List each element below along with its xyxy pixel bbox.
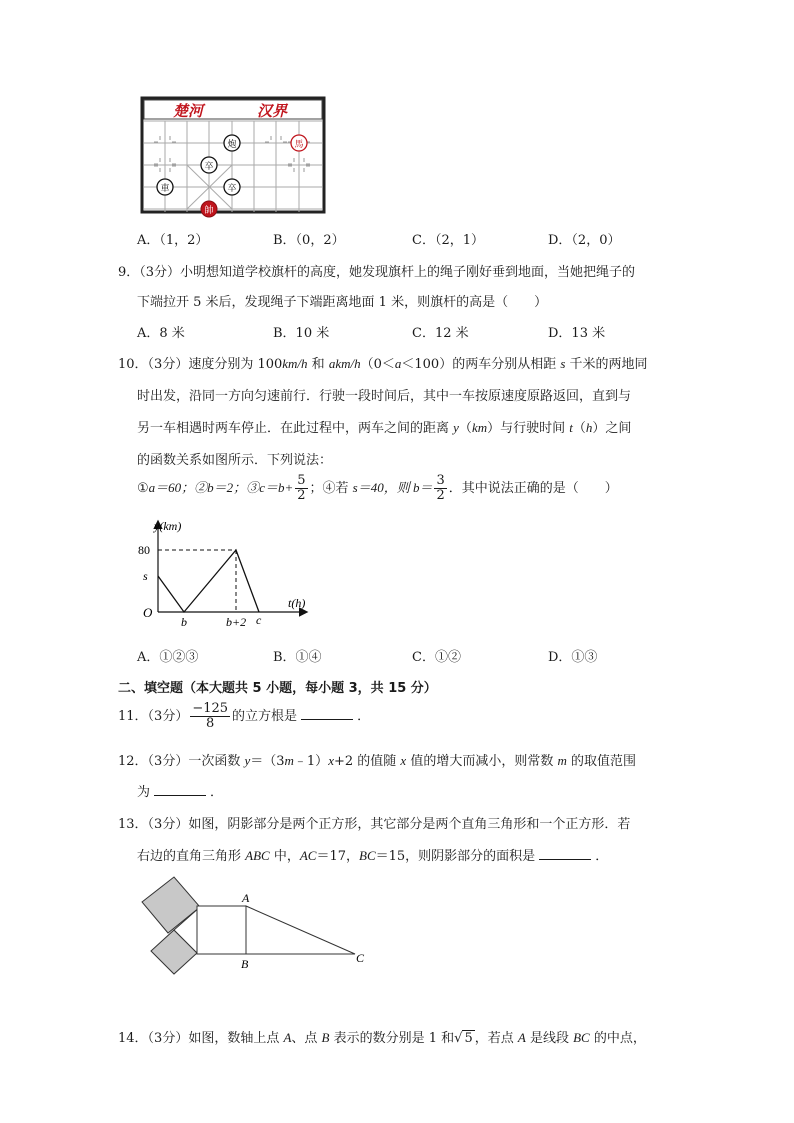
piece-zu-upper <box>201 157 217 173</box>
fraction-5-2: $\frac{5}{2}$ <box>297 473 306 503</box>
figure-label-B: B <box>241 957 249 971</box>
q8-option-a: A．（1，2） <box>137 233 209 248</box>
q9-option-b: B．10 米 <box>273 326 330 341</box>
board-title-right: 汉界 <box>257 102 288 120</box>
squares-triangles-figure <box>140 870 380 980</box>
svg-text:炮: 炮 <box>227 140 237 150</box>
q11-answer-blank[interactable] <box>301 707 353 720</box>
q10-option-a: A．①②③ <box>137 650 199 665</box>
svg-text:馬: 馬 <box>294 140 304 150</box>
q13-line-1: 13．（3分）如图，阴影部分是两个正方形，其它部分是两个直角三角形和一个正方形．若 <box>118 817 631 832</box>
q9-line-1: 9．（3分）小明想知道学校旗杆的高度，她发现旗杆上的绳子刚好垂到地面，当她把绳子的 <box>118 265 636 280</box>
q10-option-c: C．①② <box>412 650 461 665</box>
fraction-3-2: $\frac{3}{2}$ <box>436 473 445 503</box>
q8-option-c: C．（2，1） <box>412 233 484 248</box>
piece-ma <box>291 135 307 151</box>
board-title-left: 楚河 <box>173 102 204 120</box>
piece-pao <box>224 135 240 151</box>
piece-zu-lower <box>224 179 240 195</box>
q9-line-2: 下端拉开 5 米后，发现绳子下端距离地面 1 米，则旗杆的高是（ ） <box>137 295 548 310</box>
graph-x-b: b <box>181 615 187 628</box>
q10-line-2: 时出发，沿同一方向匀速前行．行驶一段时间后，其中一车按原速度原路返回，直到与 <box>137 389 632 404</box>
svg-text:卒: 卒 <box>227 184 237 194</box>
q10-line-4: 的函数关系如图所示．下列说法： <box>137 453 333 468</box>
q10-option-b: B．①④ <box>273 650 322 665</box>
q10-line-1: 10．（3分）速度分别为 100km/h 和 akm/h（0＜a＜100）的两车分别从相距 s 千米的两地同 <box>118 356 648 372</box>
graph-y-s: s <box>143 569 148 583</box>
q13-line-2: 右边的直角三角形 ABC 中，AC＝17，BC＝15，则阴影部分的面积是 ． <box>137 848 609 864</box>
q12-answer-blank[interactable] <box>154 783 206 796</box>
svg-text:帥: 帥 <box>204 206 214 216</box>
piece-ju <box>157 179 173 195</box>
svg-text:卒: 卒 <box>204 162 214 172</box>
graph-y-label: y(km) <box>154 519 182 533</box>
fraction-neg125-8: $\frac{-125}{8}$ <box>192 701 229 731</box>
q9-option-c: C．12 米 <box>412 326 469 341</box>
section-2-heading: 二、填空题（本大题共 5 小题，每小题 3，共 15 分） <box>118 681 437 696</box>
sqrt-5: √ 5 <box>454 1031 473 1046</box>
q10-line-3: 另一车相遇时两车停止．在此过程中，两车之间的距离 y（km）与行驶时间 t（h）之间 <box>137 420 632 436</box>
q10-statements: ①a＝60；②b＝2；③c＝b+ $\frac{5}{2}$ ；④若 s＝40，则 b＝ $\frac{3}{2}$ ．其中说法正确的是（ ） <box>137 473 618 503</box>
figure-label-C: C <box>356 951 365 965</box>
q8-option-d: D．（2，0） <box>548 233 621 248</box>
piece-shuai <box>201 201 217 217</box>
q8-option-b: B．（0，2） <box>273 233 345 248</box>
graph-y-80: 80 <box>138 543 150 557</box>
chess-board-figure <box>135 96 329 219</box>
figure-label-A: A <box>242 891 250 905</box>
graph-x-b2: b+2 <box>226 615 247 628</box>
svg-text:車: 車 <box>160 184 170 194</box>
q9-option-d: D．13 米 <box>548 326 606 341</box>
q9-option-a: A．8 米 <box>137 326 185 341</box>
graph-origin: O <box>143 605 153 620</box>
graph-x-label: t(h) <box>288 596 306 610</box>
q13-answer-blank[interactable] <box>539 847 591 860</box>
q12-line-1: 12．（3分）一次函数 y＝（3m﹣1）x+2 的值随 x 值的增大而减小，则常数 m 的取值范围 <box>118 753 636 769</box>
distance-time-graph <box>138 516 318 628</box>
q14-line-1: 14．（3分）如图，数轴上点 A、点 B 表示的数分别是 1 和√ 5 ，若点 A 是线段 BC 的中点， <box>118 1030 646 1046</box>
q10-option-d: D．①③ <box>548 650 598 665</box>
q11: 11．（3分） $\frac{-125}{8}$ 的立方根是 ． <box>118 701 371 731</box>
q12-line-2: 为 ． <box>137 785 224 800</box>
graph-x-c: c <box>256 613 262 627</box>
